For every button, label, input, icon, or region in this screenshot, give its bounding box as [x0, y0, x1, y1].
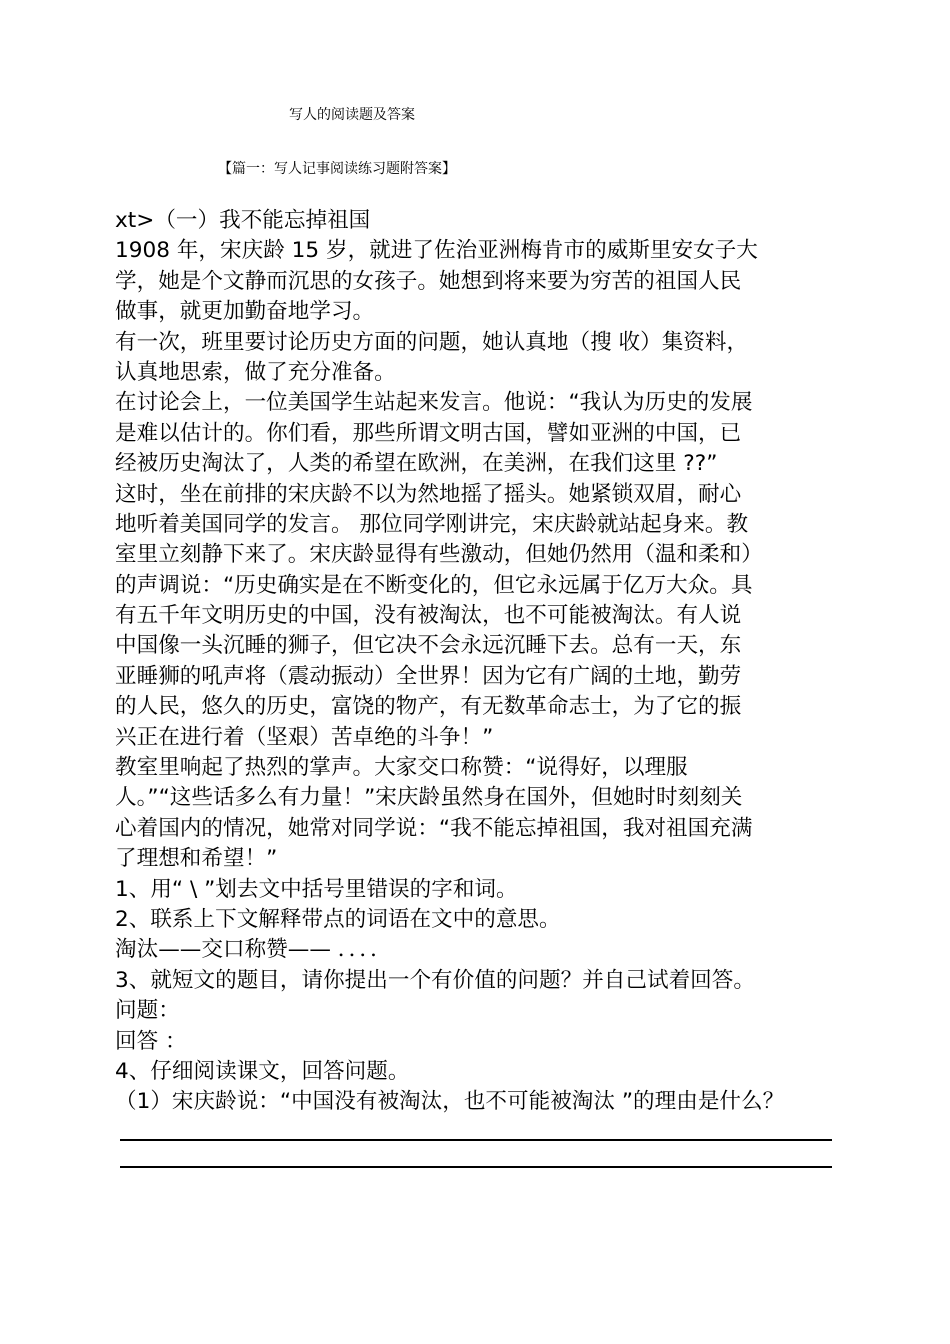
paragraph-line: 认真地思索，做了充分准备。 [115, 359, 396, 385]
paragraph-line: 亚睡狮的吼声将（震动振动）全世界！因为它有广阔的土地，勤劳 [115, 663, 742, 689]
paragraph-line: 在讨论会上，一位美国学生站起来发言。他说：“我认为历史的发展 [115, 390, 753, 416]
section-heading: xt>（一）我不能忘掉祖国 [115, 208, 371, 233]
question-3-answer-label: 回答 ： [115, 1028, 187, 1054]
paragraph-line: 兴正在进行着（坚艰）苦卓绝的斗争！” [115, 724, 494, 750]
paragraph-line: 人。”“这些话多么有力量！”宋庆龄虽然身在国外，但她时时刻刻关 [115, 785, 743, 811]
paragraph-line: 这时，坐在前排的宋庆龄不以为然地摇了摇头。她紧锁双眉，耐心 [115, 481, 742, 507]
question-4-sub-1: （1）宋庆龄说：“中国没有被淘汰，也不可能被淘汰 ”的理由是什么？ [115, 1089, 785, 1115]
answer-line [120, 1118, 832, 1141]
paragraph-line: 了理想和希望！” [115, 846, 278, 872]
answer-line [120, 1141, 832, 1168]
question-3-ask-label: 问题： [115, 998, 180, 1024]
question-3: 3、就短文的题目，请你提出一个有价值的问题？并自己试着回答。 [115, 967, 755, 993]
paragraph-line: 经被历史淘汰了，人类的希望在欧洲，在美洲，在我们这里 ??” [115, 451, 718, 477]
paragraph-line: 有一次，班里要讨论历史方面的问题，她认真地（搜 收）集资料， [115, 329, 749, 355]
document-title: 写人的阅读题及答案 [289, 107, 415, 123]
paragraph-line: 的人民，悠久的历史，富饶的物产，有无数革命志士，为了它的振 [115, 694, 742, 720]
paragraph-line: 室里立刻静下来了。宋庆龄显得有些激动，但她仍然用（温和柔和） [115, 542, 763, 568]
paragraph-line: 有五千年文明历史的中国，没有被淘汰，也不可能被淘汰。有人说 [115, 603, 742, 629]
paragraph-line: 是难以估计的。你们看，那些所谓文明古国，譬如亚洲的中国，已 [115, 420, 742, 446]
question-2-terms: 淘汰——交口称赞—— ．．．． [115, 937, 392, 963]
paragraph-line: 学，她是个文静而沉思的女孩子。她想到将来要为穷苦的祖国人民 [115, 268, 742, 294]
document-subtitle: 【篇一：写人记事阅读练习题附答案】 [218, 161, 456, 177]
paragraph-line: 做事，就更加勤奋地学习。 [115, 299, 375, 325]
paragraph-line: 1908 年，宋庆龄 15 岁，就进了佐治亚洲梅肯市的威斯里安女子大 [115, 238, 758, 264]
question-2: 2、联系上下文解释带点的词语在文中的意思。 [115, 906, 561, 932]
question-4: 4、仔细阅读课文，回答问题。 [115, 1058, 410, 1084]
document-body [115, 206, 850, 1168]
paragraph-line: 教室里响起了热烈的掌声。大家交口称赞：“说得好，以理服 [115, 755, 688, 781]
question-1: 1、用“ \ ”划去文中括号里错误的字和词。 [115, 876, 518, 902]
paragraph-line: 中国像一头沉睡的狮子，但它决不会永远沉睡下去。总有一天，东 [115, 633, 742, 659]
paragraph-line: 地听着美国同学的发言。 那位同学刚讲完，宋庆龄就站起身来。教 [115, 511, 749, 537]
paragraph-line: 的声调说：“历史确实是在不断变化的，但它永远属于亿万大众。具 [115, 572, 753, 598]
paragraph-line: 心着国内的情况，她常对同学说：“我不能忘掉祖国，我对祖国充满 [115, 815, 753, 841]
